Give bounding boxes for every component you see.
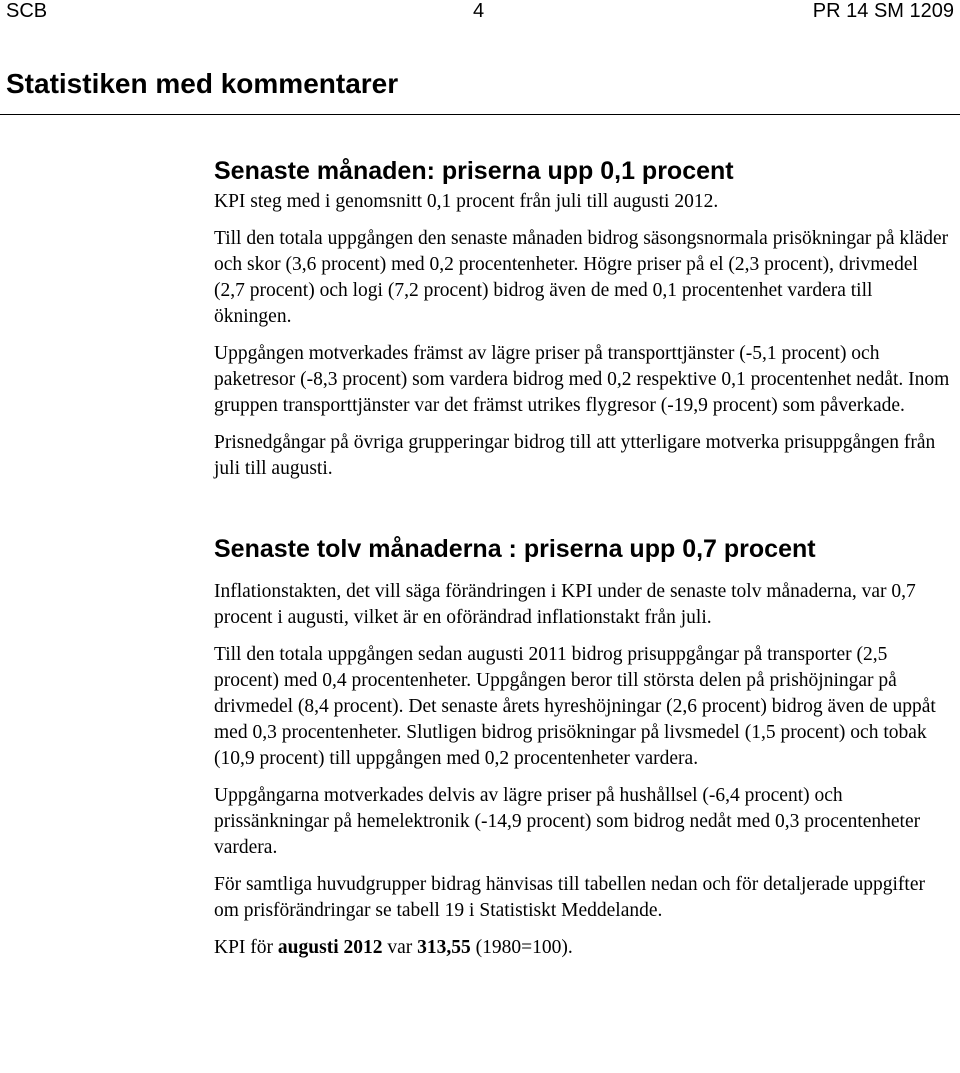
paragraph: För samtliga huvudgrupper bidrag hänvisas till tabellen nedan och för detaljerade uppgifter om prisförändringar se tabell 19 i Statistiskt Meddelande. bbox=[214, 874, 925, 921]
paragraph: Till den totala uppgången den senaste månaden bidrog säsongsnormala prisökningar på kläder och skor (3,6 procent) med 0,2 procentenheter. Högre priser på el (2,3 procent), drivmedel (2,7 procent) och logi (7,2 procent) bidrog även de med 0,1 procentenhet vardera till ökningen. bbox=[214, 228, 949, 327]
kpi-period: augusti 2012 bbox=[277, 937, 383, 958]
paragraph: Inflationstakten, det vill säga förändringen i KPI under de senaste tolv månaderna, var 0,7 procent i augusti, vilket är en oförändrad inflationstakt från juli. bbox=[214, 581, 916, 628]
title-divider bbox=[0, 114, 960, 115]
page-title: Statistiken med kommentarer bbox=[6, 68, 399, 99]
kpi-suffix: (1980=100). bbox=[470, 937, 573, 958]
header-publisher: SCB bbox=[6, 0, 48, 22]
kpi-summary-line bbox=[214, 935, 950, 961]
header-publication-code: PR 14 SM 1209 bbox=[812, 0, 954, 22]
paragraph: Prisnedgångar på övriga grupperingar bidrog till att ytterligare motverka prisuppgången från juli till augusti. bbox=[214, 432, 936, 479]
main-content bbox=[214, 153, 950, 961]
kpi-value: 313,55 bbox=[417, 937, 471, 958]
paragraph: KPI steg med i genomsnitt 0,1 procent från juli till augusti 2012. bbox=[214, 191, 719, 212]
page-number: 4 bbox=[473, 0, 485, 22]
paragraph: Till den totala uppgången sedan augusti 2011 bidrog prisuppgångar på transporter (2,5 procent) med 0,4 procentenheter. Uppgången beror till största delen på prishöjningar på drivmedel (8,4 procent). Det senaste årets hyreshöjningar (2,6 procent) bidrog även de uppåt med 0,3 procentenheter. Slutligen bidrog prisökningar på livsmedel (1,5 procent) och tobak (10,9 procent) till uppgången med 0,2 procentenheter vardera. bbox=[214, 644, 936, 769]
section-heading-latest-month: Senaste månaden: priserna upp 0,1 procent bbox=[214, 157, 734, 185]
section-heading-twelve-months: Senaste tolv månaderna : priserna upp 0,7 procent bbox=[214, 535, 816, 563]
kpi-middle: var bbox=[382, 937, 418, 958]
kpi-prefix: KPI för bbox=[214, 937, 278, 958]
paragraph: Uppgången motverkades främst av lägre priser på transporttjänster (-5,1 procent) och paketresor (-8,3 procent) som vardera bidrog med 0,2 respektive 0,1 procentenhet nedåt. Inom gruppen transporttjänster var det främst utrikes flygresor (-19,9 procent) som påverkade. bbox=[214, 343, 950, 416]
page-header bbox=[0, 0, 960, 26]
paragraph: Uppgångarna motverkades delvis av lägre priser på hushållsel (-6,4 procent) och prissänkningar på hemelektronik (-14,9 procent) som bidrog nedåt med 0,3 procentenheter vardera. bbox=[214, 785, 921, 858]
